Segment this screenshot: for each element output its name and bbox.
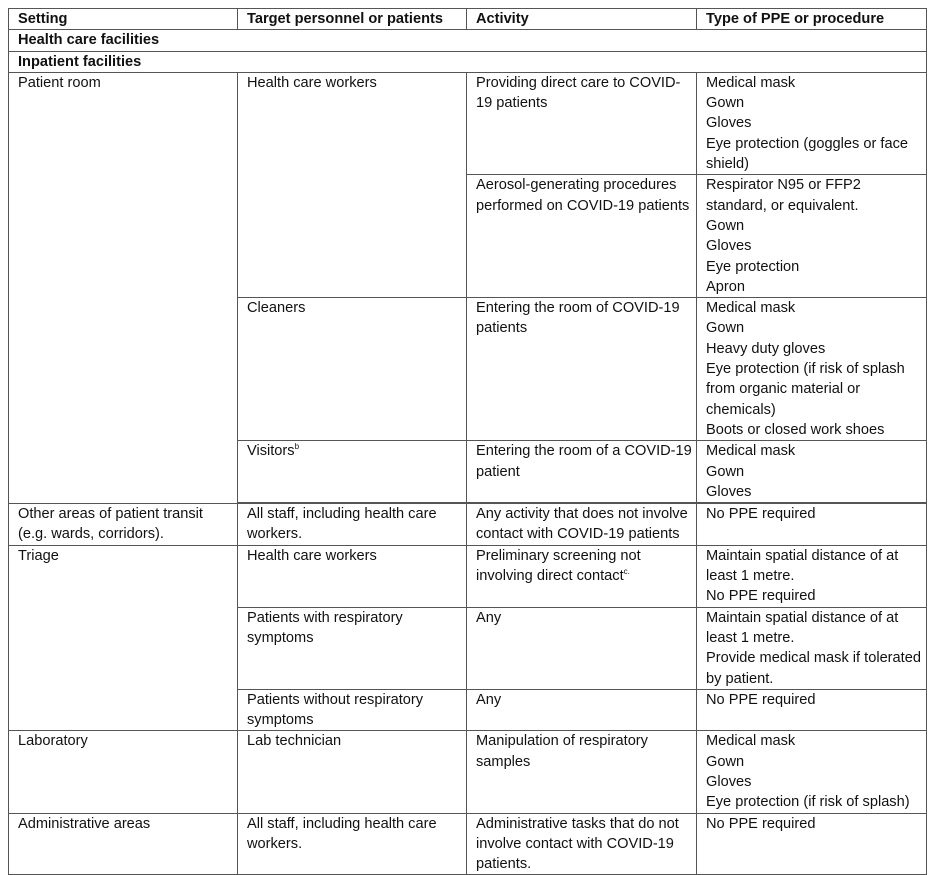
activity-cell: Entering the room of a COVID-19 patient <box>467 441 697 503</box>
setting-cell: Patient room <box>9 72 238 503</box>
ppe-cell: Respirator N95 or FFP2 standard, or equivalent. Gown Gloves Eye protection Apron <box>697 175 927 298</box>
activity-cell: Aerosol-generating procedures performed on COVID-19 patients <box>467 175 697 298</box>
ppe-cell: Medical mask Gown Gloves Eye protection (goggles or face shield) <box>697 72 927 174</box>
ppe-cell: Maintain spatial distance of at least 1 metre. Provide medical mask if tolerated by patient. <box>697 607 927 689</box>
section-row <box>9 51 927 72</box>
footnote-marker: c. <box>623 567 630 577</box>
ppe-cell: Medical mask Gown Heavy duty gloves Eye protection (if risk of splash from organic material or chemicals) Boots or closed work shoes <box>697 298 927 441</box>
ppe-cell: No PPE required <box>697 813 927 875</box>
activity-cell: Entering the room of COVID-19 patients <box>467 298 697 441</box>
ppe-cell: No PPE required <box>697 689 927 731</box>
target-cell: Health care workers <box>238 72 467 297</box>
target-cell: All staff, including health care workers. <box>238 813 467 875</box>
activity-cell: Any <box>467 689 697 731</box>
footnote-marker: b <box>294 442 300 452</box>
activity-cell: Any <box>467 607 697 689</box>
target-cell: Cleaners <box>238 298 467 441</box>
setting-cell: Laboratory <box>9 731 238 813</box>
ppe-cell: Medical mask Gown Gloves Eye protection (if risk of splash) <box>697 731 927 813</box>
setting-cell: Administrative areas <box>9 813 238 875</box>
activity-cell <box>467 545 697 607</box>
target-cell <box>238 441 467 503</box>
ppe-table <box>8 8 927 875</box>
target-cell: Patients without respiratory symptoms <box>238 689 467 731</box>
target-cell: All staff, including health care workers. <box>238 504 467 546</box>
ppe-cell: Maintain spatial distance of at least 1 metre. No PPE required <box>697 545 927 607</box>
header-activity: Activity <box>467 9 697 30</box>
activity-cell: Administrative tasks that do not involve contact with COVID-19 patients. <box>467 813 697 875</box>
target-text: Visitors <box>247 443 295 460</box>
section-row <box>9 30 927 51</box>
setting-cell: Other areas of patient transit (e.g. wards, corridors). <box>9 504 238 546</box>
activity-cell: Providing direct care to COVID-19 patients <box>467 72 697 174</box>
ppe-cell: No PPE required <box>697 504 927 546</box>
table-row <box>9 545 927 607</box>
table-row <box>9 731 927 813</box>
header-ppe: Type of PPE or procedure <box>697 9 927 30</box>
activity-cell: Manipulation of respiratory samples <box>467 731 697 813</box>
header-setting: Setting <box>9 9 238 30</box>
table-row <box>9 504 927 546</box>
target-cell: Patients with respiratory symptoms <box>238 607 467 689</box>
header-target: Target personnel or patients <box>238 9 467 30</box>
target-cell: Health care workers <box>238 545 467 607</box>
header-row <box>9 9 927 30</box>
setting-cell: Triage <box>9 545 238 731</box>
activity-cell: Any activity that does not involve contact with COVID-19 patients <box>467 504 697 546</box>
target-cell: Lab technician <box>238 731 467 813</box>
section-inpatient: Inpatient facilities <box>9 51 927 72</box>
section-health-care: Health care facilities <box>9 30 927 51</box>
activity-text: Preliminary screening not involving direct contact <box>476 547 641 585</box>
table-row <box>9 813 927 875</box>
table-row <box>9 72 927 174</box>
ppe-cell: Medical mask Gown Gloves <box>697 441 927 503</box>
